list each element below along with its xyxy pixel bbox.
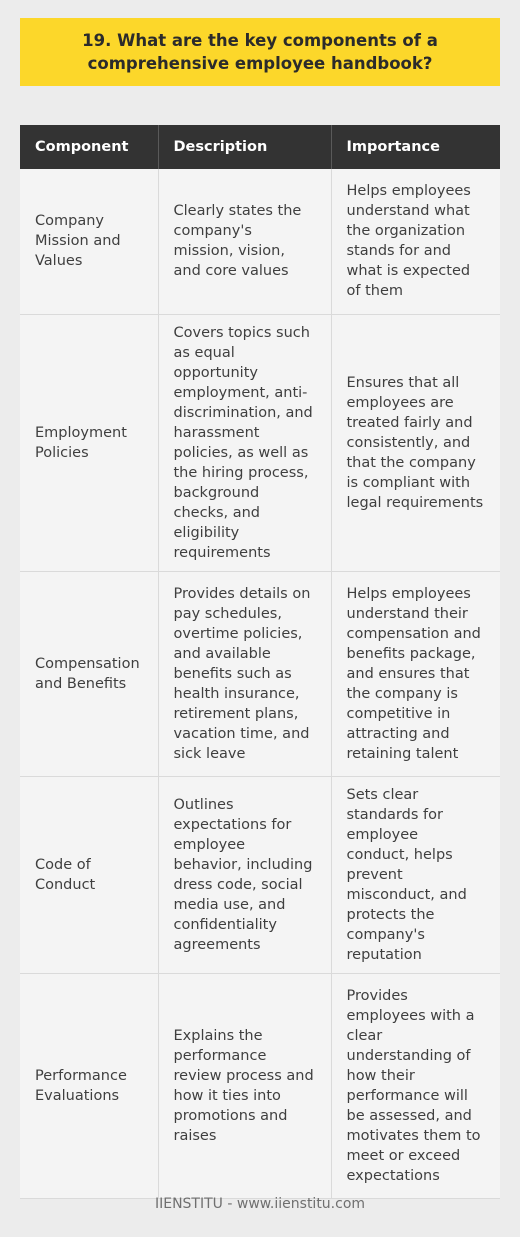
- description-cell: Provides details on pay schedules, overtime policies, and available benefits such as health insurance, retirement plans, vacation time, and sick leave: [158, 571, 331, 776]
- table-header-row: [20, 125, 500, 169]
- importance-cell: Ensures that all employees are treated fairly and consistently, and that the company is compliant with legal requirements: [331, 314, 500, 571]
- importance-cell: Helps employees understand what the organization stands for and what is expected of them: [331, 169, 500, 314]
- table-row: [20, 314, 500, 571]
- component-cell: Performance Evaluations: [20, 973, 158, 1198]
- component-cell: Company Mission and Values: [20, 169, 158, 314]
- table-row: [20, 973, 500, 1198]
- description-cell: Outlines expectations for employee behavior, including dress code, social media use, and confidentiality agreements: [158, 776, 331, 973]
- column-header-description: Description: [158, 125, 331, 169]
- title-banner: [20, 18, 500, 86]
- table-row: [20, 571, 500, 776]
- description-cell: Covers topics such as equal opportunity employment, anti-discrimination, and harassment policies, as well as the hiring process, background checks, and eligibility requirements: [158, 314, 331, 571]
- column-header-component: Component: [20, 125, 158, 169]
- description-cell: Explains the performance review process and how it ties into promotions and raises: [158, 973, 331, 1198]
- component-cell: Employment Policies: [20, 314, 158, 571]
- page-title: 19. What are the key components of a comprehensive employee handbook?: [82, 31, 438, 73]
- importance-cell: Provides employees with a clear understanding of how their performance will be assessed, and motivates them to meet or exceed expectations: [331, 973, 500, 1198]
- importance-cell: Helps employees understand their compensation and benefits package, and ensures that the company is competitive in attracting and retaining talent: [331, 571, 500, 776]
- importance-cell: Sets clear standards for employee conduct, helps prevent misconduct, and protects the company's reputation: [331, 776, 500, 973]
- footer-credit: IIENSTITU - www.iienstitu.com: [154, 1196, 366, 1212]
- component-cell: Compensation and Benefits: [20, 571, 158, 776]
- table-row: [20, 169, 500, 314]
- column-header-importance: Importance: [331, 125, 500, 169]
- table-row: [20, 776, 500, 973]
- component-cell: Code of Conduct: [20, 776, 158, 973]
- handbook-components-table: [20, 125, 500, 1199]
- description-cell: Clearly states the company's mission, vision, and core values: [158, 169, 331, 314]
